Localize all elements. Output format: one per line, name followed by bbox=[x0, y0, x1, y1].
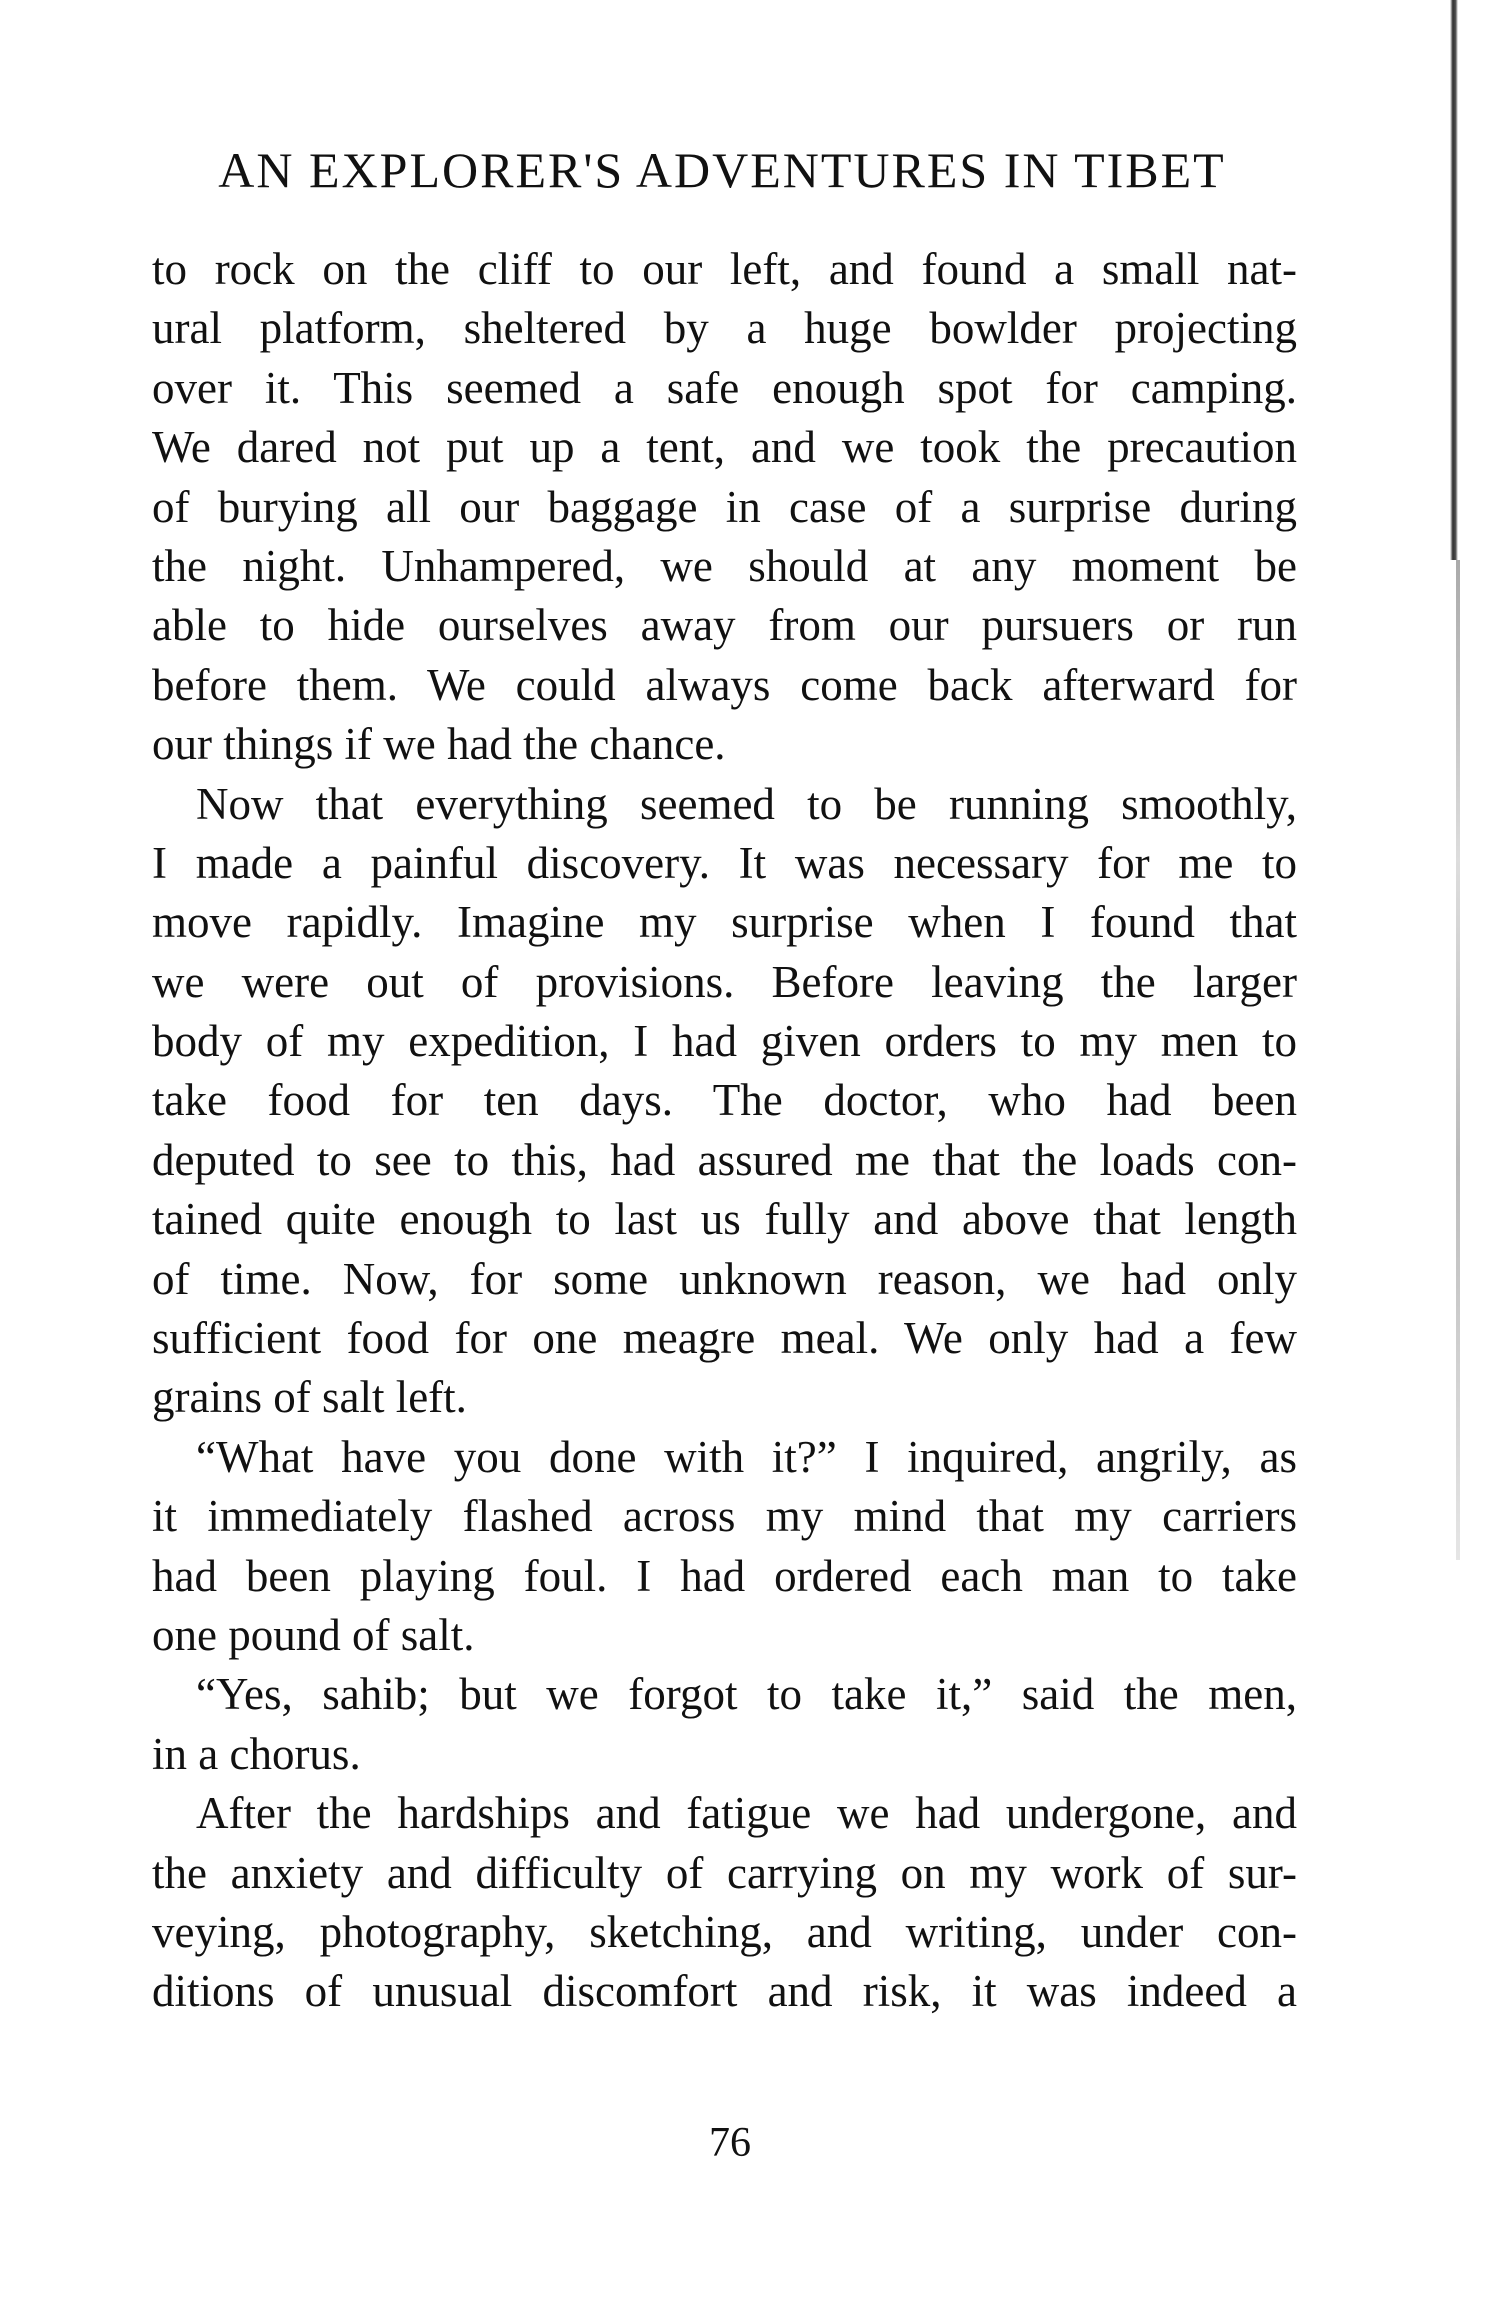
scan-edge-mark-lower bbox=[1456, 560, 1460, 1560]
text-line: After the hardships and fatigue we had undergone, and bbox=[196, 1788, 1297, 1839]
text-line: ditions of unusual discomfort and risk, it was indeed a bbox=[152, 1966, 1297, 2017]
text-line: the anxiety and difficulty of carrying on my work of sur- bbox=[152, 1847, 1297, 1898]
text-line: deputed to see to this, had assured me that the loads con- bbox=[152, 1134, 1297, 1185]
text-line: body of my expedition, I had given orders to my men to bbox=[152, 1016, 1297, 1067]
text-line: I made a painful discovery. It was necessary for me to bbox=[152, 837, 1297, 888]
text-line: able to hide ourselves away from our pursuers or run bbox=[152, 600, 1297, 651]
text-line: sufficient food for one meagre meal. We only had a few bbox=[152, 1313, 1297, 1364]
text-line: “What have you done with it?” I inquired, angrily, as bbox=[196, 1431, 1297, 1482]
text-line: ural platform, sheltered by a huge bowlder projecting bbox=[152, 303, 1297, 354]
text-line: We dared not put up a tent, and we took the precaution bbox=[152, 422, 1297, 473]
running-head: AN EXPLORER'S ADVENTURES IN TIBET bbox=[218, 142, 1226, 198]
text-line: we were out of provisions. Before leaving the larger bbox=[152, 956, 1297, 1007]
text-line: veying, photography, sketching, and writing, under con- bbox=[152, 1906, 1297, 1957]
text-line: take food for ten days. The doctor, who had been bbox=[152, 1075, 1297, 1126]
text-line: our things if we had the chance. bbox=[152, 719, 726, 770]
text-line: it immediately flashed across my mind that my carriers bbox=[152, 1491, 1297, 1542]
text-line: over it. This seemed a safe enough spot for camping. bbox=[152, 362, 1297, 413]
text-line: Now that everything seemed to be running smoothly, bbox=[196, 778, 1297, 829]
text-line: had been playing foul. I had ordered each man to take bbox=[152, 1550, 1297, 1601]
text-line: the night. Unhampered, we should at any moment be bbox=[152, 540, 1297, 591]
text-line: before them. We could always come back afterward for bbox=[152, 659, 1297, 710]
text-line: in a chorus. bbox=[152, 1728, 361, 1779]
body-text bbox=[152, 240, 1297, 2022]
text-line: to rock on the cliff to our left, and found a small nat- bbox=[152, 244, 1297, 294]
text-line: grains of salt left. bbox=[152, 1372, 467, 1423]
text-line: one pound of salt. bbox=[152, 1609, 475, 1660]
page-number: 76 bbox=[709, 2120, 751, 2166]
text-line: “Yes, sahib; but we forgot to take it,” said the men, bbox=[196, 1669, 1297, 1720]
scan-edge-mark bbox=[1450, 0, 1458, 560]
text-line: move rapidly. Imagine my surprise when I found that bbox=[152, 897, 1297, 948]
text-line: of burying all our baggage in case of a surprise during bbox=[152, 481, 1297, 532]
text-line: tained quite enough to last us fully and above that length bbox=[152, 1194, 1297, 1245]
text-line: of time. Now, for some unknown reason, we had only bbox=[152, 1253, 1297, 1304]
